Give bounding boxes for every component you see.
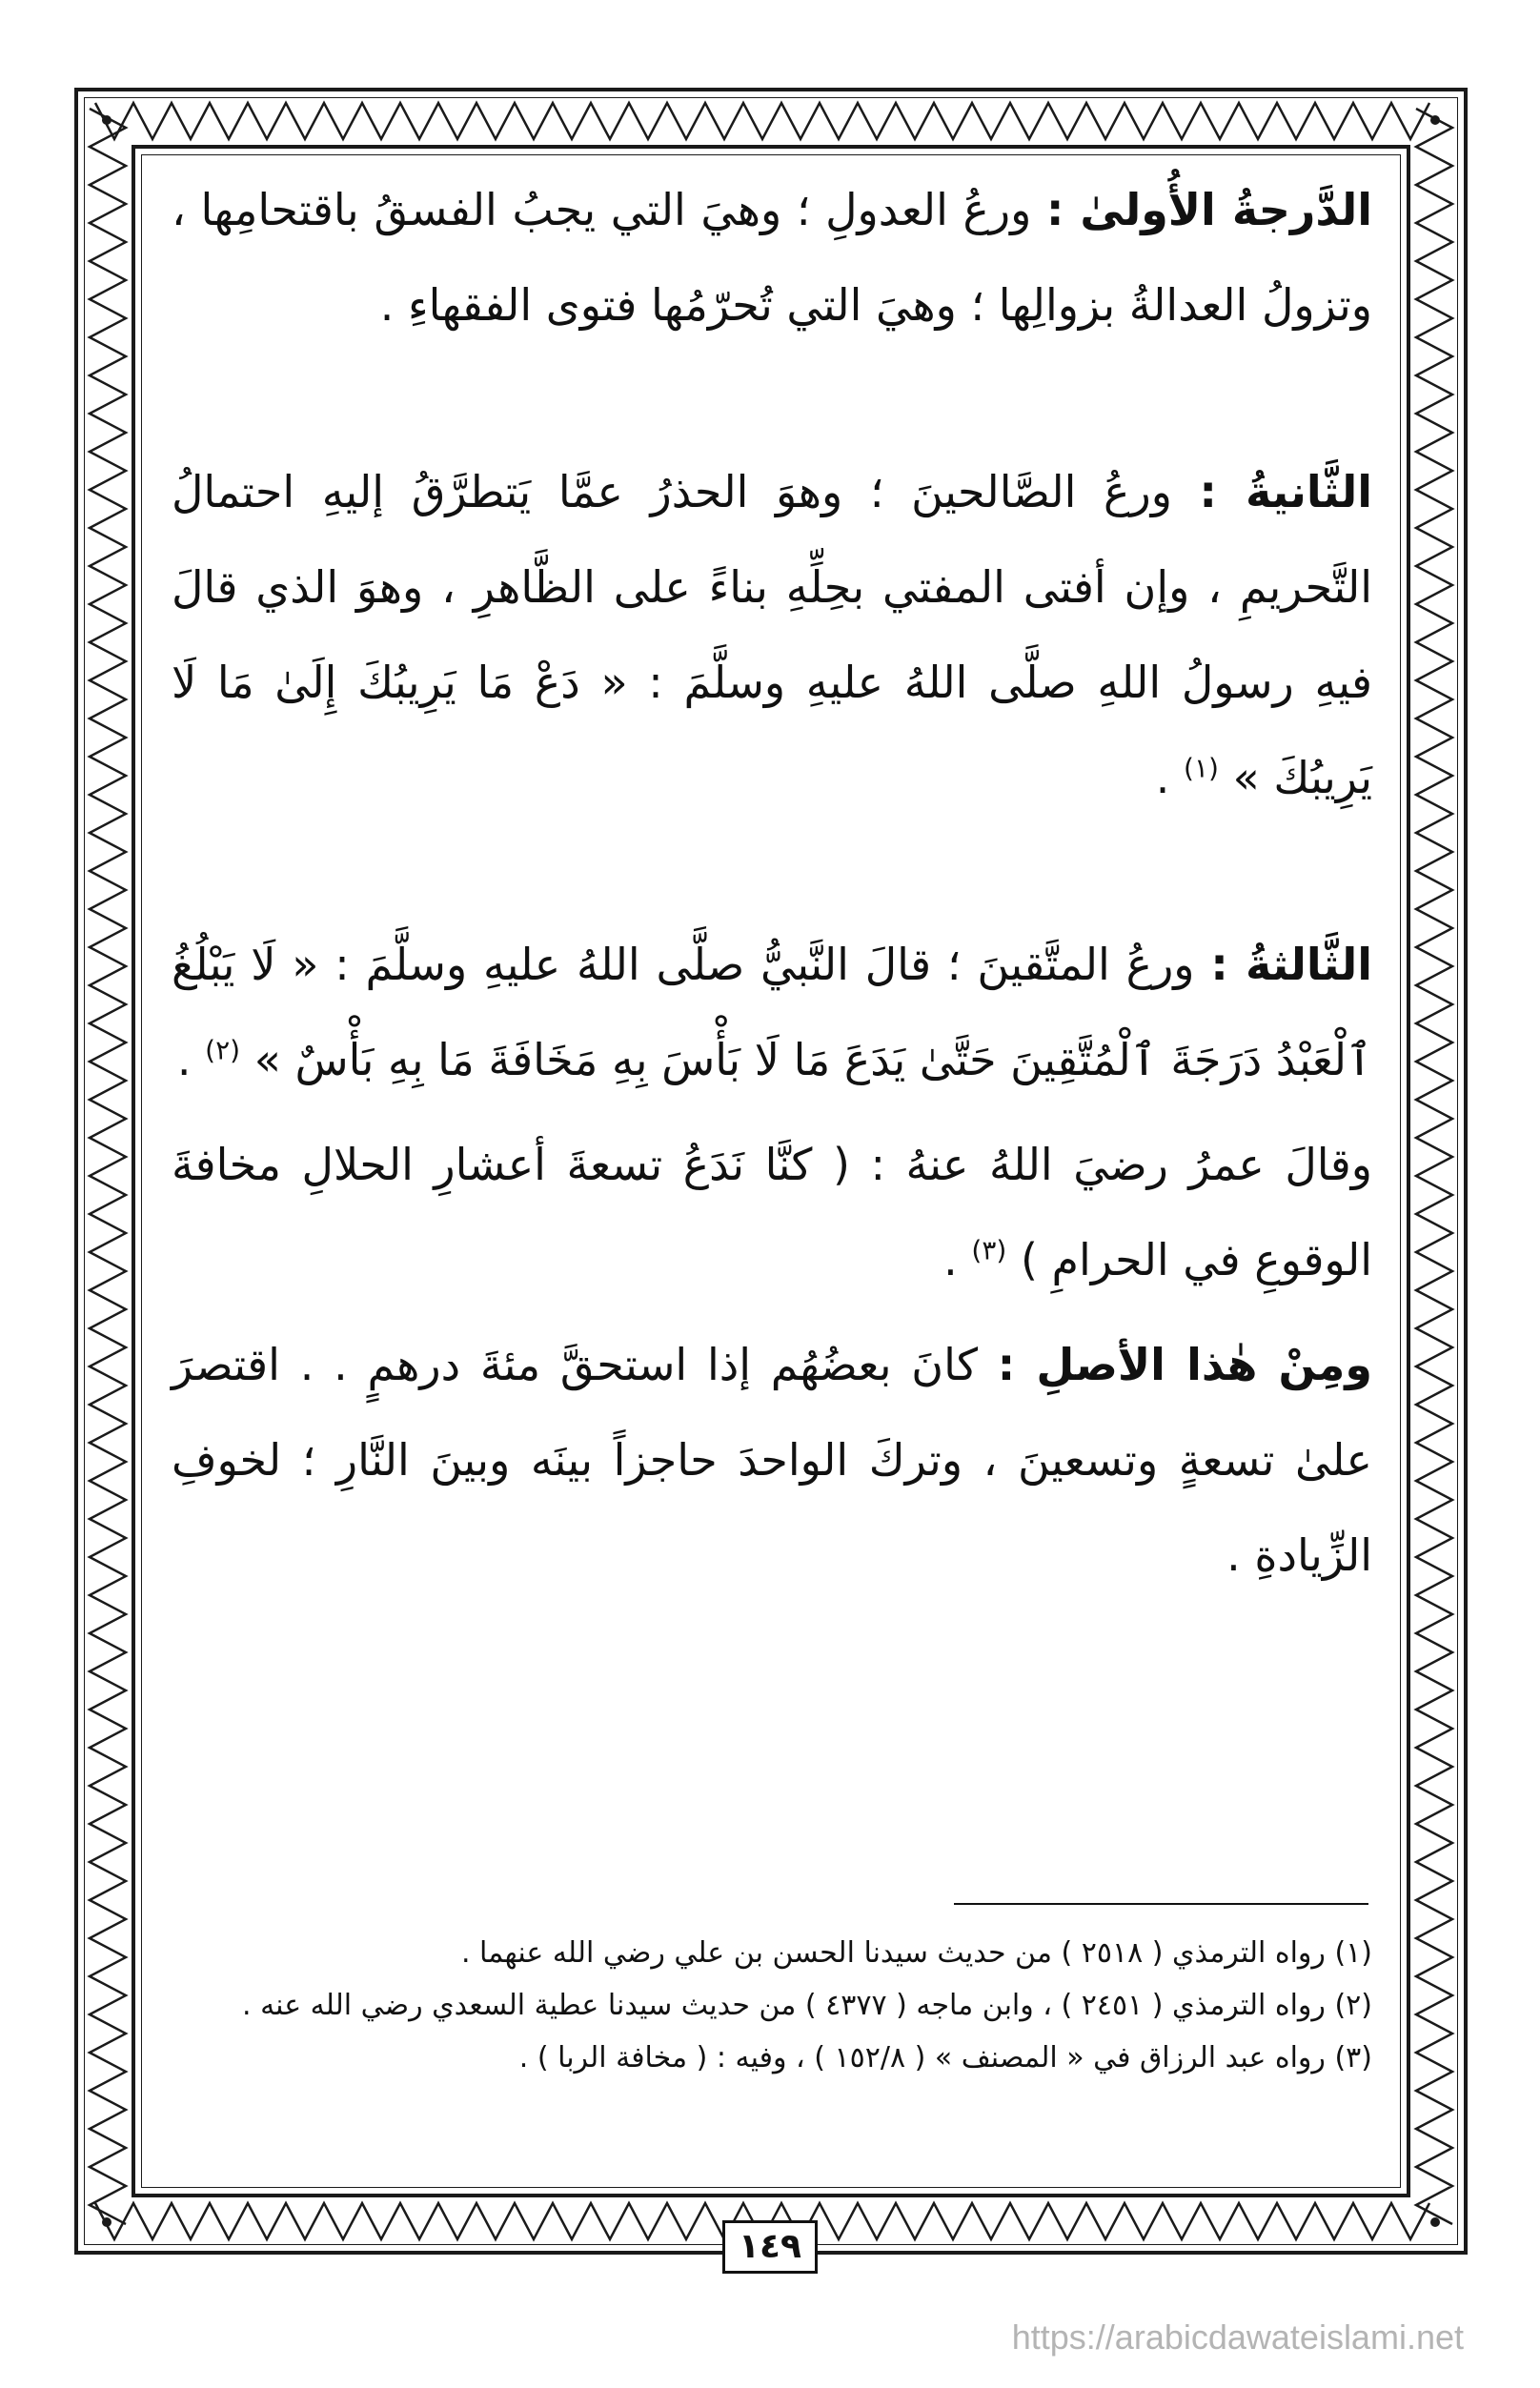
footnote-separator [954, 1903, 1368, 1905]
paragraph-first-degree [172, 162, 1372, 353]
footnote-2: (٢) رواه الترمذي ( ٢٤٥١ ) ، وابن ماجه ( ٤٣٧٧ ) من حديث سيدنا عطية السعدي رضي الله عنه . [242, 1989, 1372, 2022]
paragraph-third-degree: الثَّالثةُ : ورعُ المتَّقينَ ؛ قالَ النَّبيُّ صلَّى اللهُ عليهِ وسلَّمَ : « لَا يَبْلُغُ ٱلْعَبْدُ دَرَجَةَ ٱلْمُتَّقِينَ حَتَّىٰ يَدَعَ مَا لَا بَأْسَ بِهِ مَخَافَةَ مَا بِهِ بَأْسٌ » $^{(٢)}$ . [172, 939, 1372, 1085]
paragraph-text: ورعُ العدولِ ؛ وهيَ التي يجبُ الفسقُ باقتحامِها ، وتزولُ العدالةُ بزوالِها ؛ وهيَ التي تُحرّمُها فتوى الفقهاءِ . [172, 184, 1372, 331]
paragraph-principle [172, 1317, 1372, 1603]
page-number: ١٤٩ [722, 2220, 818, 2274]
footnotes [172, 1927, 1372, 2084]
paragraph-text: وقالَ عمرُ رضيَ اللهُ عنهُ : ( كنَّا نَدَعُ تسعةَ أعشارِ الحلالِ مخافةَ الوقوعِ في الحرامِ ) [172, 1139, 1372, 1285]
page-body [172, 162, 1372, 1896]
paragraph-umar-quote: وقالَ عمرُ رضيَ اللهُ عنهُ : ( كنَّا نَدَعُ تسعةَ أعشارِ الحلالِ مخافةَ الوقوعِ في الحرامِ ) $^{(٣)}$ . [172, 1139, 1372, 1285]
paragraph-text: ورعُ الصَّالحينَ ؛ وهوَ الحذرُ عمَّا يَتطرَّقُ إليهِ احتمالُ التَّحريمِ ، وإن أفتى المفتي بحِلِّهِ بناءً على الظَّاهرِ ، وهوَ الذي قالَ فيهِ رسولُ اللهِ صلَّى اللهُ عليهِ وسلَّمَ : « دَعْ مَا يَرِيبُكَ إِلَىٰ مَا لَا يَرِيبُكَ » [172, 466, 1372, 803]
footnote-marker: (٣) [971, 1234, 1007, 1266]
paragraph-lead: الدَّرجةُ الأُولىٰ : [1045, 184, 1372, 235]
paragraph-text: ورعُ المتَّقينَ ؛ قالَ النَّبيُّ صلَّى اللهُ عليهِ وسلَّمَ : « لَا يَبْلُغُ ٱلْعَبْدُ دَرَجَةَ ٱلْمُتَّقِينَ حَتَّىٰ يَدَعَ مَا لَا بَأْسَ بِهِ مَخَافَةَ مَا بِهِ بَأْسٌ » [172, 939, 1372, 1085]
paragraph-lead: الثَّانيةُ : [1199, 466, 1372, 517]
paragraph-lead: ومِنْ هٰذا الأصلِ : [997, 1339, 1372, 1390]
paragraph-lead: الثَّالثةُ : [1210, 939, 1372, 990]
footnote-1: (١) رواه الترمذي ( ٢٥١٨ ) من حديث سيدنا الحسن بن علي رضي الله عنهما . [460, 1936, 1372, 1970]
paragraph-text: كانَ بعضُهُم إذا استحقَّ مئةَ درهمٍ . . اقتصرَ علىٰ تسعةٍ وتسعينَ ، وتركَ الواحدَ حاجزاً بينَه وبينَ النَّارِ ؛ لخوفِ الزِّيادةِ . [172, 1339, 1372, 1581]
watermark-url: https://arabicdawateislami.net [1011, 2317, 1464, 2357]
footnote-marker: (٢) [205, 1034, 241, 1066]
paragraph-second-degree: الثَّانيةُ : ورعُ الصَّالحينَ ؛ وهوَ الحذرُ عمَّا يَتطرَّقُ إليهِ احتمالُ التَّحريمِ ، وإن أفتى المفتي بحِلِّهِ بناءً على الظَّاهرِ ، وهوَ الذي قالَ فيهِ رسولُ اللهِ صلَّى اللهُ عليهِ وسلَّمَ : « دَعْ مَا يَرِيبُكَ إِلَىٰ مَا لَا يَرِيبُكَ » $^{(١)}$ . [172, 466, 1372, 803]
footnote-3: (٣) رواه عبد الرزاق في « المصنف » ( ١٥٢/٨ ) ، وفيه : ( مخافة الربا ) . [518, 2041, 1372, 2074]
footnote-marker: (١) [1184, 752, 1219, 784]
